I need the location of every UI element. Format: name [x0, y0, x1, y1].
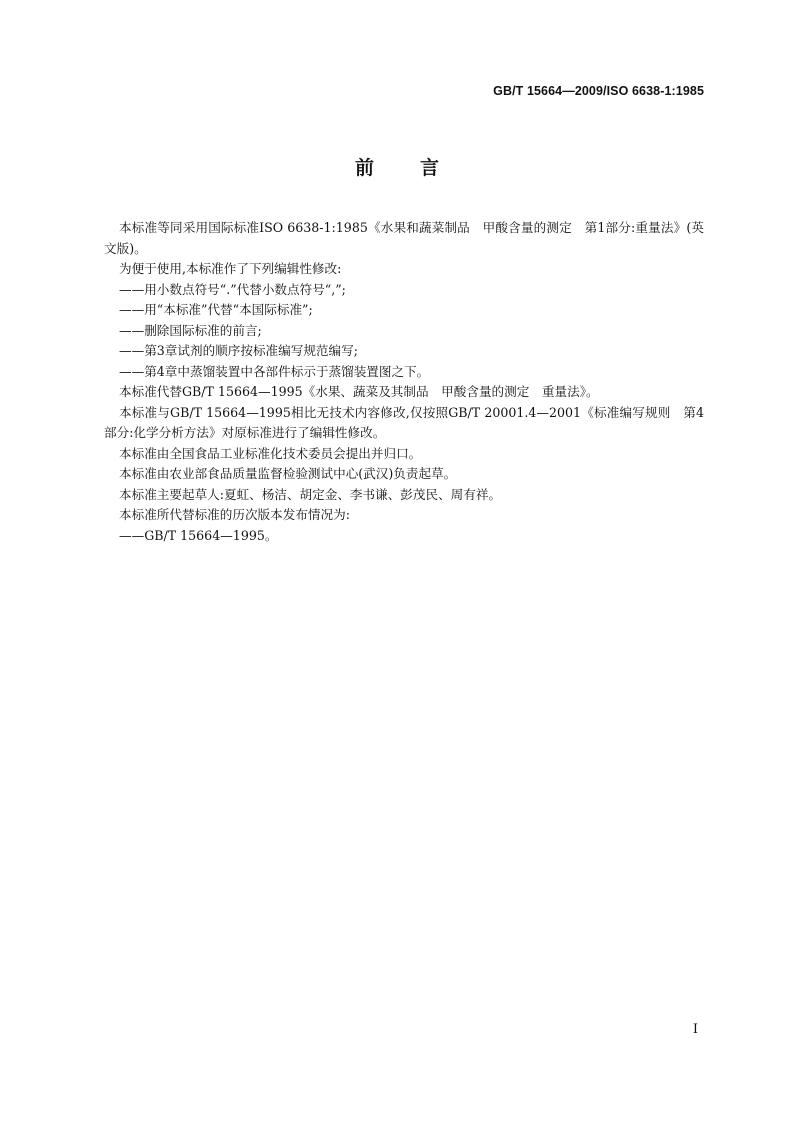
- list-item: ——第3章试剂的顺序按标准编写规范编写;: [119, 343, 358, 358]
- page-number: I: [692, 1022, 698, 1037]
- list-item: ——GB/T 15664—1995。: [119, 527, 278, 543]
- standard-code: GB/T 15664—2009/ISO 6638-1:1985: [493, 84, 704, 98]
- foreword-body: [104, 218, 704, 546]
- paragraph: 本标准由农业部食品质量监督检验测试中心(武汉)负责起草。: [119, 466, 457, 481]
- paragraph: 为便于使用,本标准作了下列编辑性修改:: [119, 261, 342, 276]
- paragraph: 本标准等同采用国际标准ISO 6638-1:1985《水果和蔬菜制品 甲酸含量的测定 第1部分:重量法》(英文版)。: [104, 220, 704, 256]
- list-item: ——第4章中蒸馏装置中各部件标示于蒸馏装置图之下。: [119, 363, 430, 379]
- page-title: 前言: [354, 157, 485, 179]
- list-item: ——删除国际标准的前言;: [119, 322, 262, 338]
- paragraph: 本标准所代替标准的历次版本发布情况为:: [119, 507, 350, 522]
- paragraph: 本标准由全国食品工业标准化技术委员会提出并归口。: [119, 445, 422, 461]
- paragraph: 本标准代替GB/T 15664—1995《水果、蔬菜及其制品 甲酸含量的测定 重量法》。: [119, 384, 599, 399]
- list-item: ——用“本标准”代替“本国际标准”;: [119, 302, 313, 317]
- paragraph: 本标准与GB/T 15664—1995相比无技术内容修改,仅按照GB/T 20001.4—2001《标准编写规则 第4部分:化学分析方法》对原标准进行了编辑性修改。: [104, 404, 704, 440]
- paragraph: 本标准主要起草人:夏虹、杨洁、胡定金、李书谦、彭茂民、周有祥。: [119, 486, 502, 502]
- list-item: ——用小数点符号“.”代替小数点符号“,”;: [119, 281, 346, 297]
